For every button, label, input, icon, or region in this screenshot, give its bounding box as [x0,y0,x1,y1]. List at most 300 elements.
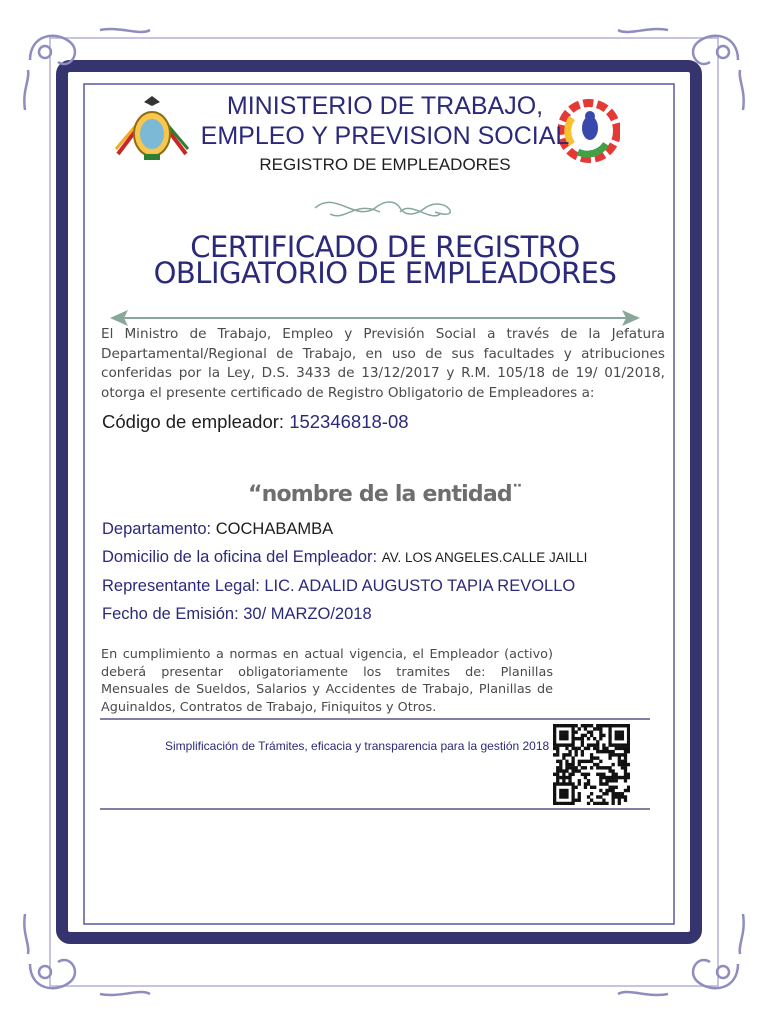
qr-module [565,802,568,805]
qr-module [605,802,608,805]
qr-module [627,734,630,737]
qr-module [627,743,630,746]
qr-module [618,792,621,795]
qr-module [578,747,581,750]
qr-module [618,799,621,802]
qr-module [618,802,621,805]
qr-module [608,786,611,789]
qr-module [627,763,630,766]
qr-module [559,763,562,766]
qr-module [556,766,559,769]
qr-module [593,747,596,750]
qr-module [559,737,562,740]
qr-module [593,743,596,746]
qr-module [578,737,581,740]
qr-module [590,786,593,789]
qr-module [578,760,581,763]
qr-module [627,747,630,750]
qr-module [565,753,568,756]
qr-module [575,766,578,769]
qr-module [612,750,615,753]
qr-module [627,750,630,753]
qr-module [624,795,627,798]
qr-module [624,799,627,802]
qr-module [559,766,562,769]
qr-module [584,776,587,779]
qr-module [587,737,590,740]
qr-module [571,786,574,789]
qr-module [624,760,627,763]
department-field [102,520,333,539]
qr-module [581,743,584,746]
qr-module [593,737,596,740]
qr-module [571,724,574,727]
qr-module [615,724,618,727]
qr-module [599,724,602,727]
qr-module [618,776,621,779]
qr-module [612,773,615,776]
qr-module [556,753,559,756]
issue-date-field [102,605,372,624]
qr-module [571,769,574,772]
qr-module [590,753,593,756]
qr-module [562,789,565,792]
qr-module [559,743,562,746]
qr-module [587,802,590,805]
qr-module [559,724,562,727]
qr-module [599,789,602,792]
qr-module [621,792,624,795]
issue-date-value: 30/ MARZO/2018 [243,605,372,623]
qr-module [624,750,627,753]
qr-module [596,795,599,798]
qr-module [581,760,584,763]
qr-module [602,724,605,727]
qr-module [627,786,630,789]
qr-module [565,766,568,769]
qr-module [612,779,615,782]
qr-module [575,799,578,802]
qr-module [562,730,565,733]
qr-module [608,789,611,792]
qr-module [599,760,602,763]
qr-module [587,795,590,798]
qr-module [605,779,608,782]
qr-module [575,737,578,740]
qr-module [565,763,568,766]
qr-module [565,769,568,772]
qr-module [602,773,605,776]
qr-module [581,734,584,737]
qr-module [624,747,627,750]
qr-module [605,750,608,753]
qr-module [590,734,593,737]
qr-module [553,802,556,805]
department-value: COCHABAMBA [215,520,334,538]
qr-module [565,743,568,746]
qr-module [568,753,571,756]
qr-module [565,792,568,795]
qr-module [621,724,624,727]
qr-module [565,747,568,750]
qr-module [615,753,618,756]
qr-module [562,795,565,798]
qr-module [618,795,621,798]
qr-module [621,737,624,740]
qr-module [627,724,630,727]
qr-module [612,753,615,756]
qr-module [602,750,605,753]
issue-date-label: Fecho de Emisión: [102,605,244,623]
qr-module [559,776,562,779]
qr-module [556,782,559,785]
qr-module [571,756,574,759]
qr-module [587,779,590,782]
entity-name: “nombre de la entidad¨ [247,482,523,507]
qr-module [615,792,618,795]
qr-module [590,766,593,769]
qr-module [575,753,578,756]
qr-module [608,769,611,772]
qr-module [590,730,593,733]
registry-subtitle: REGISTRO DE EMPLEADORES [259,155,511,174]
qr-module [553,727,556,730]
qr-module [621,734,624,737]
qr-module [565,776,568,779]
employer-code-value: 152346818-08 [289,411,409,432]
qr-module [578,769,581,772]
qr-module [553,789,556,792]
qr-module [624,789,627,792]
qr-module [621,776,624,779]
qr-module [565,789,568,792]
qr-module [559,760,562,763]
qr-module [627,776,630,779]
qr-module [612,795,615,798]
qr-module [608,724,611,727]
qr-module [596,766,599,769]
qr-module [581,737,584,740]
qr-module [575,750,578,753]
compliance-paragraph: En cumplimiento a normas en actual vigencia, el Empleador (activo) deberá presentar obligatoriamente los tramites de: Planillas Mensuales de Sueldos, Salarios y Accidentes de Trabajo, Planillas de Aguinaldos, Contratos de Trabajo, Finiquitos y Otros. [101,647,553,715]
qr-module [587,730,590,733]
qr-module [584,734,587,737]
qr-module [571,737,574,740]
qr-module [599,737,602,740]
qr-module [621,747,624,750]
qr-module [559,795,562,798]
qr-module [605,724,608,727]
qr-module [602,776,605,779]
qr-module [578,799,581,802]
qr-module [571,792,574,795]
employer-code [102,411,409,433]
qr-module [571,740,574,743]
qr-module [599,795,602,798]
qr-module [556,802,559,805]
qr-module [624,766,627,769]
qr-module [568,779,571,782]
qr-module [562,737,565,740]
qr-module [562,773,565,776]
qr-module [584,727,587,730]
qr-module [584,760,587,763]
qr-module [553,730,556,733]
qr-module [615,779,618,782]
qr-module [578,763,581,766]
qr-module [618,753,621,756]
qr-module [590,743,593,746]
qr-module [553,734,556,737]
qr-module [581,724,584,727]
qr-module [562,792,565,795]
qr-module [596,763,599,766]
qr-module [605,766,608,769]
qr-module [618,730,621,733]
qr-module [624,756,627,759]
qr-module [627,789,630,792]
qr-module [627,740,630,743]
qr-module [602,747,605,750]
qr-module [608,779,611,782]
qr-module [578,782,581,785]
qr-module [599,734,602,737]
qr-module [584,724,587,727]
qr-module [587,773,590,776]
qr-module [568,782,571,785]
qr-module [608,756,611,759]
qr-module [596,750,599,753]
qr-module [621,766,624,769]
qr-module [608,727,611,730]
qr-module [624,779,627,782]
qr-module [584,747,587,750]
qr-module [562,779,565,782]
intro-paragraph: El Ministro de Trabajo, Empleo y Previsión Social a través de la Jefatura Departamental/Regional de Trabajo, en uso de sus facultades y atribuciones conferidas por la Ley, D.S. 3433 de 13/12/2017 y R.M. 105/18 de 19/ 01/2018, otorga el presente certificado de Registro Obligatorio de Empleadores a: [101,326,665,401]
qr-module [602,734,605,737]
qr-code [553,724,630,805]
qr-module [562,782,565,785]
qr-module [615,743,618,746]
qr-module [559,802,562,805]
qr-module [571,795,574,798]
title-divider [110,310,640,326]
qr-module [608,776,611,779]
qr-module [605,789,608,792]
qr-module [612,799,615,802]
qr-module [578,792,581,795]
qr-module [596,724,599,727]
qr-module [584,766,587,769]
qr-module [553,773,556,776]
qr-module [553,737,556,740]
qr-module [599,802,602,805]
qr-module [578,727,581,730]
qr-module [562,756,565,759]
qr-module [581,750,584,753]
qr-module [553,740,556,743]
qr-module [615,776,618,779]
qr-module [565,782,568,785]
qr-module [584,773,587,776]
qr-module [618,737,621,740]
qr-module [618,743,621,746]
qr-module [608,766,611,769]
qr-module [624,753,627,756]
qr-module [621,763,624,766]
qr-module [615,795,618,798]
qr-module [624,776,627,779]
qr-module [627,773,630,776]
qr-module [568,750,571,753]
qr-module [599,779,602,782]
qr-module [556,760,559,763]
qr-module [553,743,556,746]
qr-module [568,724,571,727]
qr-module [559,730,562,733]
qr-module [587,743,590,746]
qr-module [612,743,615,746]
qr-module [593,756,596,759]
representative-label: Representante Legal: [102,577,265,595]
qr-module [608,740,611,743]
qr-module [612,724,615,727]
qr-module [587,724,590,727]
qr-module [612,786,615,789]
qr-module [571,727,574,730]
qr-module [621,760,624,763]
qr-module [615,737,618,740]
qr-module [602,766,605,769]
qr-module [612,789,615,792]
qr-module [624,763,627,766]
qr-module [602,743,605,746]
qr-module [559,782,562,785]
qr-module [553,792,556,795]
qr-module [618,734,621,737]
qr-module [612,776,615,779]
qr-module [608,737,611,740]
qr-module [553,753,556,756]
qr-module [556,776,559,779]
qr-module [568,766,571,769]
qr-module [571,799,574,802]
qr-module [553,724,556,727]
qr-module [605,776,608,779]
address-label: Domicilio de la oficina del Empleador: [102,548,382,566]
qr-module [556,769,559,772]
qr-module [608,750,611,753]
qr-module [571,760,574,763]
qr-module [562,753,565,756]
qr-module [612,763,615,766]
qr-module [575,769,578,772]
representative-field [102,577,575,596]
qr-module [571,730,574,733]
qr-module [565,730,568,733]
qr-module [599,727,602,730]
qr-module [575,786,578,789]
qr-module [571,747,574,750]
qr-module [556,743,559,746]
qr-module [571,789,574,792]
qr-module [624,769,627,772]
qr-module [562,802,565,805]
qr-module [565,737,568,740]
qr-module [612,769,615,772]
qr-module [584,782,587,785]
qr-module [621,795,624,798]
qr-module [627,737,630,740]
qr-module [599,782,602,785]
qr-module [556,779,559,782]
qr-module [565,724,568,727]
qr-module [571,743,574,746]
qr-module [571,763,574,766]
qr-module [602,782,605,785]
qr-module [621,730,624,733]
certificate-title-line1: CERTIFICADO DE REGISTRO [190,230,580,264]
qr-module [559,734,562,737]
qr-module [596,727,599,730]
qr-module [562,734,565,737]
qr-module [596,743,599,746]
qr-module [590,756,593,759]
qr-module [559,769,562,772]
representative-value: LIC. ADALID AUGUSTO TAPIA REVOLLO [264,577,576,595]
qr-module [593,802,596,805]
qr-module [593,727,596,730]
qr-module [602,799,605,802]
address-value: AV. LOS ANGELES.CALLE JAILLI [381,550,588,565]
corner-ornament-bottom-right [618,914,744,995]
qr-module [596,747,599,750]
qr-module [590,792,593,795]
qr-module [578,779,581,782]
qr-module [578,795,581,798]
qr-module [596,740,599,743]
qr-module [602,792,605,795]
qr-module [590,760,593,763]
qr-module [599,730,602,733]
qr-module [562,769,565,772]
qr-module [587,760,590,763]
qr-module [568,743,571,746]
qr-module [605,792,608,795]
qr-module [568,776,571,779]
address-field [102,548,587,567]
employer-code-label: Código de empleador: [102,411,290,432]
qr-module [618,763,621,766]
qr-module [584,786,587,789]
corner-ornament-bottom-left [24,914,150,995]
qr-module [599,750,602,753]
qr-module [556,724,559,727]
qr-module [553,786,556,789]
qr-module [602,802,605,805]
qr-module [568,773,571,776]
qr-module [627,730,630,733]
qr-module [553,747,556,750]
ministry-name-line2: EMPLEO Y PREVISION SOCIAL [200,122,570,150]
qr-module [562,724,565,727]
qr-module [565,734,568,737]
qr-module [556,773,559,776]
qr-module [599,773,602,776]
qr-module [568,763,571,766]
qr-module [615,730,618,733]
qr-module [571,773,574,776]
